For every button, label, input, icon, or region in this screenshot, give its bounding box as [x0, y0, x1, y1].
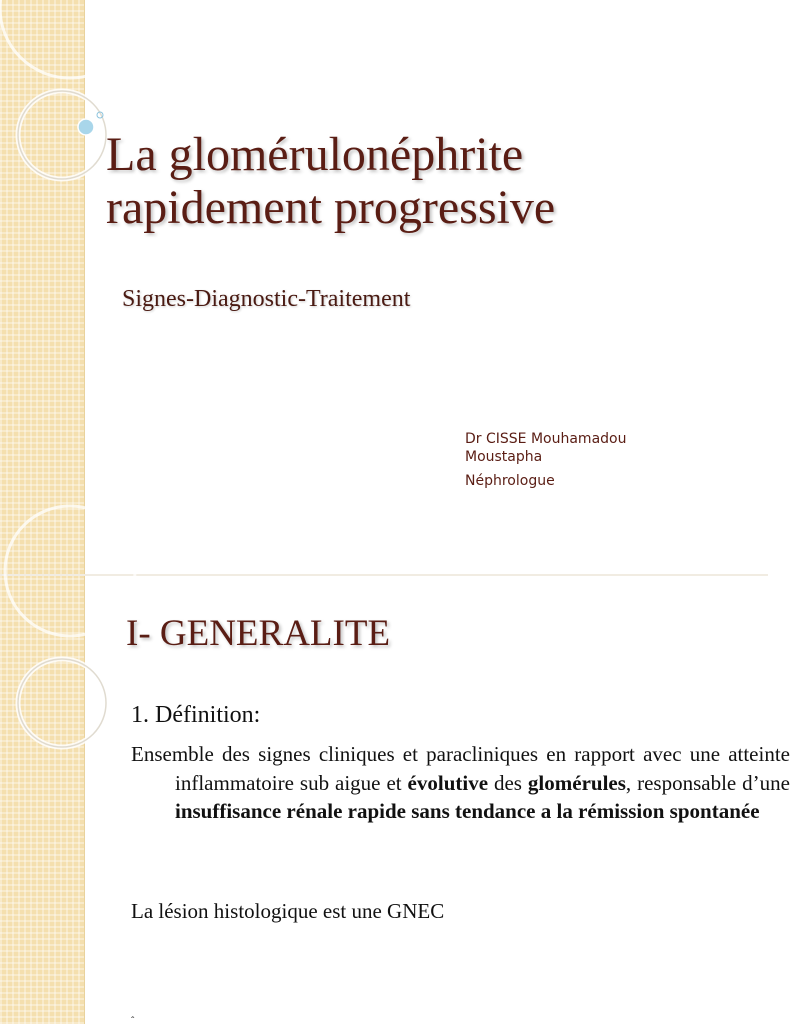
slide-title: [106, 128, 746, 234]
lesion-text: La lésion histologique est une GNEC: [131, 899, 445, 923]
definition-paragraph: [131, 740, 790, 826]
definition-heading: 1. Définition:: [131, 702, 261, 728]
author-name: Dr CISSE Mouhamadou Moustapha: [465, 431, 627, 465]
cut-off-text-fragment: ˆ: [131, 1016, 135, 1027]
decorative-rings: [0, 576, 140, 796]
definition-bold-2: glomérules: [527, 770, 626, 795]
author-block: [465, 430, 705, 490]
definition-text-3: , responsable d’une: [625, 770, 790, 795]
content-slide: [0, 576, 790, 1027]
definition-text-2: des: [488, 770, 528, 795]
title-line-1: La glomérulonéphrite: [106, 128, 524, 181]
definition-bold-1: évolutive: [407, 770, 489, 795]
author-role: Néphrologue: [465, 473, 555, 489]
section-heading: I- GENERALITE: [126, 613, 391, 654]
definition-text-1: Ensemble des signes cliniques et paracliniques en rapport avec une atteinte inflammatoire sub aigue et: [131, 742, 790, 795]
title-line-2: rapidement progressive: [106, 181, 556, 234]
definition-bold-3: insuffisance rénale rapide sans tendance a la rémission spontanée: [175, 799, 760, 823]
slide-subtitle: Signes-Diagnostic-Traitement: [122, 286, 411, 312]
